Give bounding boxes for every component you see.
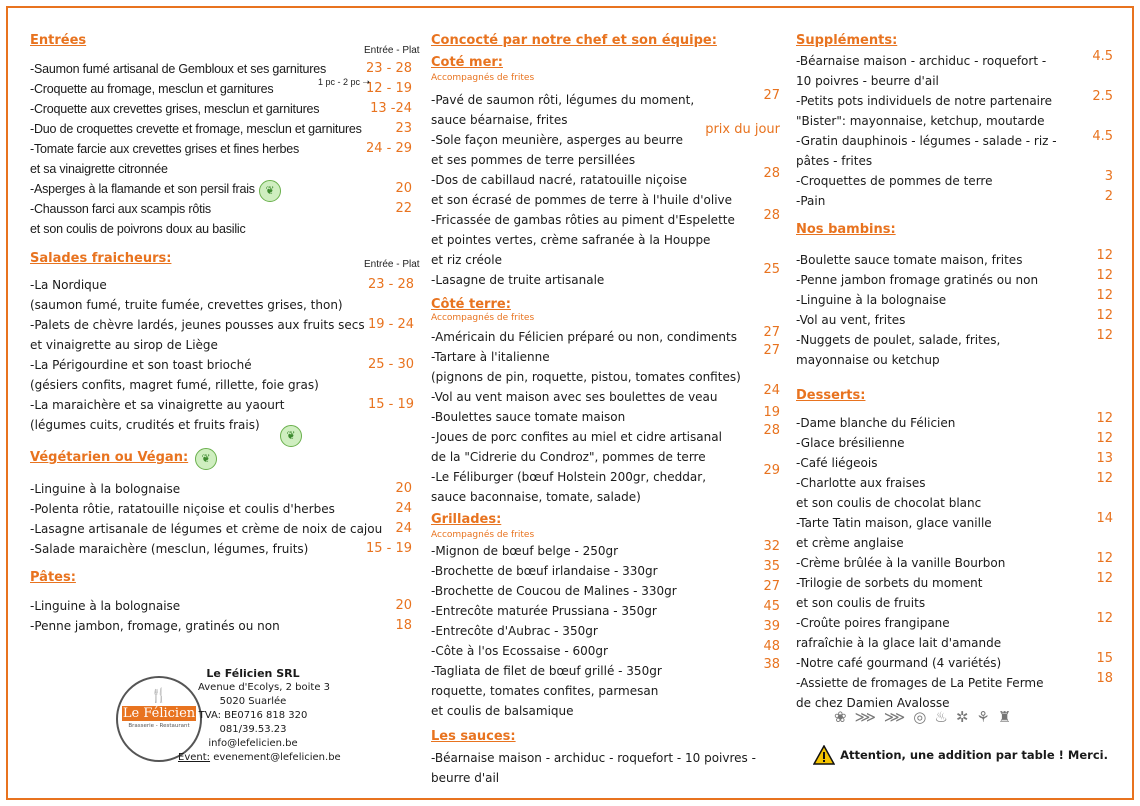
terre-item-text: -Tartare à l'italienne bbox=[431, 350, 550, 364]
crustacean-icon: ✲ bbox=[955, 708, 977, 726]
supplements-item bbox=[796, 191, 825, 211]
desserts-price: 12 bbox=[1096, 571, 1113, 586]
terre-item bbox=[431, 387, 718, 407]
mer-price: 25 bbox=[763, 262, 780, 277]
salades-title: Salades fraicheurs: bbox=[30, 251, 172, 266]
salades-item-text2: (légumes cuits, crudités et fruits frais) bbox=[30, 418, 260, 432]
entrees-item-text: -Asperges à la flamande et son persil frais bbox=[30, 182, 255, 196]
supplements-price: 2.5 bbox=[1092, 89, 1113, 104]
bambins-item-text: -Penne jambon fromage gratinés ou non bbox=[796, 273, 1039, 287]
grillades-item-text: -Mignon de bœuf belge - 250gr bbox=[431, 544, 619, 558]
supplements-item-text: -Croquettes de pommes de terre bbox=[796, 174, 993, 188]
supplements-item-text: -Béarnaise maison - archiduc - roquefort - bbox=[796, 54, 1047, 68]
desserts-item-text: -Glace brésilienne bbox=[796, 436, 905, 450]
salades-price: 15 - 19 bbox=[367, 397, 414, 412]
grillades-title: Grillades: bbox=[431, 512, 502, 527]
terre-item-text: -Vol au vent maison avec ses boulettes de veau bbox=[431, 390, 718, 404]
vegetarien-item bbox=[30, 539, 308, 559]
supplements-item bbox=[796, 131, 1057, 171]
salades-price: 19 - 24 bbox=[367, 317, 414, 332]
company-address1: Avenue d'Ecolys, 2 boite 3 bbox=[198, 682, 331, 693]
bambins-price: 12 bbox=[1096, 248, 1113, 263]
grillades-price: 27 bbox=[763, 579, 780, 594]
company-email[interactable]: info@lefelicien.be bbox=[208, 738, 298, 749]
entrees-header: Entrée - Plat bbox=[364, 45, 420, 56]
mer-title: Coté mer: bbox=[431, 55, 504, 70]
bambins-item bbox=[796, 250, 1022, 270]
salades-item-text: -Palets de chèvre lardés, jeunes pousses aux fruits secs bbox=[30, 318, 365, 332]
desserts-item bbox=[796, 453, 877, 473]
bambins-item-text: -Boulette sauce tomate maison, frites bbox=[796, 253, 1023, 267]
allergen-icons bbox=[834, 708, 1019, 726]
event-email[interactable]: evenement@lefelicien.be bbox=[213, 752, 341, 763]
pates-item-text: -Linguine à la bolognaise bbox=[30, 599, 181, 613]
desserts-price: 13 bbox=[1096, 451, 1113, 466]
grillades-item-text: -Entrecôte d'Aubrac - 350gr bbox=[431, 624, 598, 638]
mer-item bbox=[431, 130, 683, 170]
egg-icon: ◎ bbox=[913, 708, 935, 726]
terre-item-text2: (pignons de pin, roquette, pistou, tomates confites) bbox=[431, 370, 741, 384]
bambins-item bbox=[796, 270, 1038, 290]
entrees-item bbox=[30, 179, 255, 199]
warning-text: Attention, une addition par table ! Merci. bbox=[840, 748, 1108, 762]
supplements-price: 2 bbox=[1104, 189, 1113, 204]
vegan-leaf-icon: ❦ bbox=[259, 180, 281, 202]
bambins-item bbox=[796, 310, 905, 330]
terre-item bbox=[431, 327, 737, 347]
bambins-title: Nos bambins: bbox=[796, 222, 896, 237]
shellfish-icon: ❀ bbox=[834, 708, 855, 726]
entrees-price: 23 bbox=[395, 121, 412, 136]
salades-item-text: -La Périgourdine et son toast brioché bbox=[30, 358, 252, 372]
grillades-item-text: -Côte à l'os Ecossaise - 600gr bbox=[431, 644, 608, 658]
salades-item-text2: (saumon fumé, truite fumée, crevettes grises, thon) bbox=[30, 298, 343, 312]
salades-item bbox=[30, 355, 319, 395]
desserts-price: 12 bbox=[1096, 471, 1113, 486]
bambins-price: 12 bbox=[1096, 328, 1113, 343]
mer-price: 28 bbox=[763, 208, 780, 223]
company-info bbox=[178, 667, 341, 765]
supplements-price: 4.5 bbox=[1092, 129, 1113, 144]
terre-item-text: -Boulettes sauce tomate maison bbox=[431, 410, 626, 424]
vegetarien-item-text: -Linguine à la bolognaise bbox=[30, 482, 181, 496]
desserts-item bbox=[796, 573, 982, 613]
salades-item-text2: et vinaigrette au sirop de Liège bbox=[30, 338, 218, 352]
grillades-price: 38 bbox=[763, 657, 780, 672]
warning-icon bbox=[813, 745, 835, 765]
supplements-item-text: -Petits pots individuels de notre partenaire bbox=[796, 94, 1053, 108]
salades-item bbox=[30, 315, 365, 355]
grillades-item-text: -Brochette de Coucou de Malines - 330gr bbox=[431, 584, 677, 598]
vegetarien-price: 24 bbox=[395, 521, 412, 536]
vegan-leaf-icon: ❦ bbox=[280, 425, 302, 447]
salades-price: 25 - 30 bbox=[367, 357, 414, 372]
mer-item bbox=[431, 90, 694, 130]
desserts-item bbox=[796, 513, 992, 553]
logo-subtext: Brasserie - Restaurant bbox=[128, 723, 190, 729]
desserts-price: 18 bbox=[1096, 671, 1113, 686]
supplements-item bbox=[796, 91, 1052, 131]
desserts-item bbox=[796, 673, 1044, 713]
pates-title: Pâtes: bbox=[30, 570, 76, 585]
bambins-price: 12 bbox=[1096, 288, 1113, 303]
terre-price: 27 bbox=[763, 325, 780, 340]
terre-item bbox=[431, 347, 741, 387]
pates-item bbox=[30, 616, 280, 636]
desserts-price: 12 bbox=[1096, 551, 1113, 566]
salades-item bbox=[30, 395, 284, 435]
bambins-price: 12 bbox=[1096, 268, 1113, 283]
fish-icon: ⋙ bbox=[854, 708, 884, 726]
desserts-item bbox=[796, 473, 981, 513]
desserts-price: 12 bbox=[1096, 611, 1113, 626]
desserts-item-text2: et crème anglaise bbox=[796, 536, 904, 550]
grillades-item-text2: roquette, tomates confites, parmesan bbox=[431, 684, 659, 698]
desserts-item-text: -Charlotte aux fraises bbox=[796, 476, 926, 490]
entrees-item bbox=[30, 119, 362, 139]
grillades-item bbox=[431, 581, 677, 601]
pates-price: 20 bbox=[395, 598, 412, 613]
grillades-item-text: -Brochette de bœuf irlandaise - 330gr bbox=[431, 564, 658, 578]
entrees-item-text2: et son coulis de poivrons doux au basilic bbox=[30, 222, 246, 236]
entrees-title: Entrées bbox=[30, 33, 87, 48]
entrees-item bbox=[30, 99, 319, 119]
vegetarien-price: 24 bbox=[395, 501, 412, 516]
vegetarien-item bbox=[30, 499, 335, 519]
bambins-price: 12 bbox=[1096, 308, 1113, 323]
vegetarien-item-text: -Lasagne artisanale de légumes et crème de noix de cajou bbox=[30, 522, 383, 536]
terre-item-text: -Américain du Félicien préparé ou non, condiments bbox=[431, 330, 737, 344]
event-label: Event: bbox=[178, 752, 211, 763]
supplements-item bbox=[796, 51, 1046, 91]
desserts-title: Desserts: bbox=[796, 388, 866, 403]
bambins-item-text2: mayonnaise ou ketchup bbox=[796, 353, 940, 367]
mer-item-text2: et pointes vertes, crème safranée à la Houppe bbox=[431, 233, 711, 247]
vegetarien-title: Végétarien ou Végan: bbox=[30, 450, 189, 465]
terre-item-text: -Joues de porc confites au miel et cidre artisanal bbox=[431, 430, 722, 444]
bambins-item-text: -Nuggets de poulet, salade, frites, bbox=[796, 333, 1001, 347]
desserts-item-text: -Tarte Tatin maison, glace vanille bbox=[796, 516, 992, 530]
entrees-item-text: -Chausson farci aux scampis rôtis bbox=[30, 202, 211, 216]
grillades-subtitle: Accompagnés de frites bbox=[431, 530, 535, 540]
terre-item-text2: sauce baconnaise, tomate, salade) bbox=[431, 490, 641, 504]
entrees-price: 23 - 28 bbox=[365, 61, 412, 76]
chef-title: Concocté par notre chef et son équipe: bbox=[431, 33, 717, 48]
supplements-price: 3 bbox=[1104, 169, 1113, 184]
supplements-price: 4.5 bbox=[1092, 49, 1113, 64]
desserts-item bbox=[796, 653, 1001, 673]
vegan-leaf-icon: ❦ bbox=[195, 448, 217, 470]
entrees-item bbox=[30, 139, 299, 179]
mer-price: 27 bbox=[763, 88, 780, 103]
supplements-item-text: -Pain bbox=[796, 194, 826, 208]
supplements-item-text: -Gratin dauphinois - légumes - salade - riz - bbox=[796, 134, 1057, 148]
terre-price: 29 bbox=[763, 463, 780, 478]
grillades-item bbox=[431, 561, 658, 581]
entrees-item-text: -Saumon fumé artisanal de Gembloux et ses garnitures bbox=[30, 62, 327, 76]
grillades-price: 45 bbox=[763, 599, 780, 614]
desserts-item-text: -Crème brûlée à la vanille Bourbon bbox=[796, 556, 1006, 570]
vegetarien-price: 15 - 19 bbox=[365, 541, 412, 556]
desserts-item bbox=[796, 433, 904, 453]
milk-icon: ♨ bbox=[934, 708, 956, 726]
salades-price: 23 - 28 bbox=[367, 277, 414, 292]
terre-subtitle: Accompagnés de frites bbox=[431, 313, 535, 323]
vegetarien-item-text: -Salade maraichère (mesclun, légumes, fruits) bbox=[30, 542, 309, 556]
entrees-item-text: -Croquette au fromage, mesclun et garnitures bbox=[30, 82, 274, 96]
supplements-item-text2: pâtes - frites bbox=[796, 154, 873, 168]
grillades-item-text: -Entrecôte maturée Prussiana - 350gr bbox=[431, 604, 657, 618]
pates-price: 18 bbox=[395, 618, 412, 633]
mer-subtitle: Accompagnés de frites bbox=[431, 73, 535, 83]
sauces-text: -Béarnaise maison - archiduc - roquefort - 10 poivres - beurre d'ail bbox=[431, 751, 756, 785]
mer-item-text3: et riz créole bbox=[431, 253, 502, 267]
company-name: Le Félicien SRL bbox=[206, 667, 300, 680]
grillades-price: 39 bbox=[763, 619, 780, 634]
company-tva: TVA: BE0716 818 320 bbox=[198, 710, 308, 721]
terre-title: Côté terre: bbox=[431, 297, 511, 312]
grillades-item bbox=[431, 601, 657, 621]
desserts-item bbox=[796, 553, 1005, 573]
desserts-item bbox=[796, 613, 1001, 653]
mer-item-text2: et son écrasé de pommes de terre à l'huile d'olive bbox=[431, 193, 733, 207]
entrees-price: 13 -24 bbox=[370, 101, 412, 116]
bambins-item-text: -Vol au vent, frites bbox=[796, 313, 906, 327]
terre-price: 19 bbox=[763, 405, 780, 420]
terre-item-text: -Le Féliburger (bœuf Holstein 200gr, cheddar, bbox=[431, 470, 707, 484]
sauces-title: Les sauces: bbox=[431, 729, 516, 744]
desserts-price: 14 bbox=[1096, 511, 1113, 526]
cutlery-icon: 🍴 bbox=[150, 688, 168, 704]
entrees-item-text: -Tomate farcie aux crevettes grises et fines herbes bbox=[30, 142, 300, 156]
celery-icon: ⚘ bbox=[976, 708, 998, 726]
grillades-price: 35 bbox=[763, 559, 780, 574]
logo-text: Le Félicien bbox=[122, 706, 196, 721]
entrees-price: 24 - 29 bbox=[365, 141, 412, 156]
mer-item-text: -Pavé de saumon rôti, légumes du moment, bbox=[431, 93, 695, 107]
cake-icon: ♜ bbox=[997, 708, 1020, 726]
salades-item-text: -La Nordique bbox=[30, 278, 107, 292]
desserts-item-text: -Assiette de fromages de La Petite Ferme bbox=[796, 676, 1044, 690]
vegetarien-item bbox=[30, 479, 180, 499]
terre-price: 24 bbox=[763, 383, 780, 398]
terre-item bbox=[431, 467, 706, 507]
mer-price: 28 bbox=[763, 166, 780, 181]
pates-item-text: -Penne jambon, fromage, gratinés ou non bbox=[30, 619, 280, 633]
desserts-item-text: -Café liégeois bbox=[796, 456, 878, 470]
bambins-item-text: -Linguine à la bolognaise bbox=[796, 293, 947, 307]
grillades-price: 32 bbox=[763, 539, 780, 554]
desserts-item-text2: et son coulis de fruits bbox=[796, 596, 926, 610]
entrees-item-text: -Duo de croquettes crevette et fromage, mesclun et garnitures bbox=[30, 122, 362, 136]
desserts-item-text2: rafraîchie à la glace lait d'amande bbox=[796, 636, 1002, 650]
mer-item-text: -Sole façon meunière, asperges au beurre bbox=[431, 133, 683, 147]
grillades-item bbox=[431, 621, 598, 641]
restaurant-logo bbox=[116, 676, 202, 762]
mer-item-text: -Lasagne de truite artisanale bbox=[431, 273, 605, 287]
grillades-item bbox=[431, 661, 662, 721]
pates-item bbox=[30, 596, 180, 616]
entrees-item-text: -Croquette aux crevettes grises, mesclun et garnitures bbox=[30, 102, 320, 116]
company-address2: 5020 Suarlée bbox=[219, 696, 287, 707]
terre-item bbox=[431, 407, 625, 427]
supplements-title: Suppléments: bbox=[796, 33, 898, 48]
desserts-item-text: -Croûte poires frangipane bbox=[796, 616, 950, 630]
terre-item bbox=[431, 427, 722, 467]
mer-item-text2: et ses pommes de terre persillées bbox=[431, 153, 636, 167]
grillades-item-text3: et coulis de balsamique bbox=[431, 704, 574, 718]
warning-note bbox=[813, 744, 1108, 765]
desserts-price: 15 bbox=[1096, 651, 1113, 666]
supplements-item-text2: "Bister": mayonnaise, ketchup, moutarde bbox=[796, 114, 1045, 128]
entrees-price: 22 bbox=[395, 201, 412, 216]
bambins-item bbox=[796, 290, 946, 310]
salades-item-text: -La maraichère et sa vinaigrette au yaourt bbox=[30, 398, 285, 412]
grillades-item bbox=[431, 641, 608, 661]
grillades-item bbox=[431, 541, 618, 561]
bambins-item bbox=[796, 330, 1000, 370]
company-phone: 081/39.53.23 bbox=[219, 724, 287, 735]
terre-item-text2: de la "Cidrerie du Condroz", pommes de terre bbox=[431, 450, 706, 464]
entrees-item bbox=[30, 199, 246, 239]
desserts-item-text2: et son coulis de chocolat blanc bbox=[796, 496, 982, 510]
mer-item-text: -Fricassée de gambas rôties au piment d'Espelette bbox=[431, 213, 735, 227]
desserts-item-text: -Dame blanche du Félicien bbox=[796, 416, 956, 430]
terre-price: 28 bbox=[763, 423, 780, 438]
entrees-item-text2: et sa vinaigrette citronnée bbox=[30, 162, 168, 176]
vegetarien-item bbox=[30, 519, 382, 539]
grillades-price: 48 bbox=[763, 639, 780, 654]
desserts-item-text2: de chez Damien Avalosse bbox=[796, 696, 950, 710]
desserts-price: 12 bbox=[1096, 411, 1113, 426]
salades-item bbox=[30, 275, 343, 315]
salades-item-text2: (gésiers confits, magret fumé, rillette, foie gras) bbox=[30, 378, 319, 392]
fish-icon: ⋙ bbox=[883, 708, 914, 726]
desserts-item-text: -Trilogie de sorbets du moment bbox=[796, 576, 983, 590]
entrees-item bbox=[30, 59, 326, 79]
mer-item-text: -Dos de cabillaud nacré, ratatouille niçoise bbox=[431, 173, 688, 187]
entrees-note: 1 pc - 2 pc ➝ bbox=[318, 77, 371, 87]
mer-item bbox=[431, 170, 732, 210]
desserts-item-text: -Notre café gourmand (4 variétés) bbox=[796, 656, 1002, 670]
terre-price: 27 bbox=[763, 343, 780, 358]
supplements-item bbox=[796, 171, 992, 191]
mer-item bbox=[431, 270, 604, 290]
mer-item bbox=[431, 210, 735, 270]
mer-item-text2: sauce béarnaise, frites bbox=[431, 113, 568, 127]
salades-header: Entrée - Plat bbox=[364, 259, 420, 270]
desserts-price: 12 bbox=[1096, 431, 1113, 446]
vegetarien-price: 20 bbox=[395, 481, 412, 496]
entrees-price: 20 bbox=[395, 181, 412, 196]
grillades-item-text: -Tagliata de filet de bœuf grillé - 350gr bbox=[431, 664, 662, 678]
vegetarien-item-text: -Polenta rôtie, ratatouille niçoise et coulis d'herbes bbox=[30, 502, 335, 516]
mer-price: prix du jour bbox=[705, 122, 780, 137]
entrees-price: 12 - 19 bbox=[365, 81, 412, 96]
supplements-item-text2: 10 poivres - beurre d'ail bbox=[796, 74, 939, 88]
desserts-item bbox=[796, 413, 955, 433]
entrees-item bbox=[30, 79, 273, 99]
